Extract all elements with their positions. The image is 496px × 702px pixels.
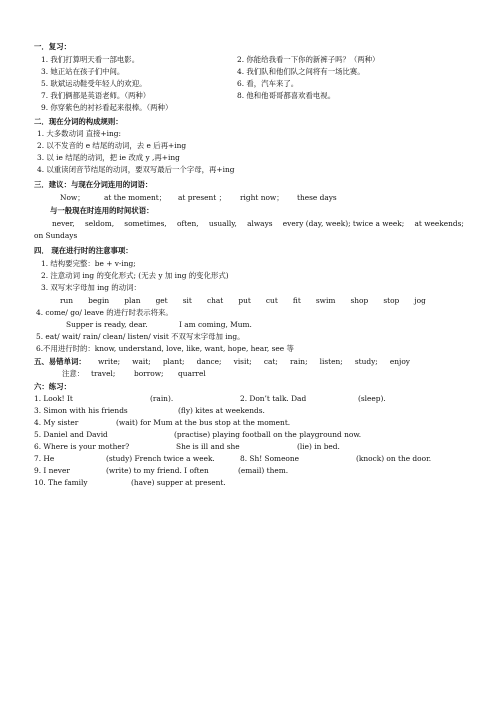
- mistake-note-label: 注意：: [62, 369, 85, 378]
- exercise-6-verb: (lie) in bed.: [297, 442, 340, 451]
- rule-1: 1. 大多数动词 直接+ing:: [37, 129, 122, 138]
- note-1: 1. 结构要完整：be + v-ing;: [41, 259, 136, 268]
- double-word: get: [155, 296, 168, 305]
- mistake-word: study;: [354, 357, 378, 366]
- time-word: never,: [52, 219, 75, 228]
- mistake-word: listen;: [319, 357, 343, 366]
- review-item-4: 4. 我们队和他们队之间将有一场比赛。: [237, 67, 365, 76]
- mistake-word: wait;: [132, 357, 151, 366]
- section-6-heading: 六：练习：: [34, 382, 71, 391]
- exercise-9-tail: (email) them.: [238, 466, 289, 475]
- note-2: 2. 注意动词 ing 的变化形式; (无去 y 加 ing 的变化形式): [41, 271, 229, 280]
- review-item-7: 7. 我们俩都是英语老师。（两种）: [41, 91, 151, 100]
- review-item-6: 6. 看，汽车来了。: [237, 79, 299, 88]
- double-word: jog: [414, 296, 426, 305]
- section-3-heading: 三．建议：与现在分词连用的词语：: [34, 180, 153, 189]
- example-sentence-2: I am coming, Mum.: [179, 320, 252, 329]
- exercise-8-verb: (knock) on the door.: [356, 454, 432, 463]
- exercise-7: 7. He: [34, 454, 55, 463]
- exercise-7-verb: (study) French twice a week.: [106, 454, 215, 463]
- double-word: plan: [124, 296, 141, 305]
- mistake-word: dance;: [196, 357, 222, 366]
- exercise-2-verb: (sleep).: [358, 394, 386, 403]
- mistake-word: borrow;: [134, 369, 164, 378]
- double-word: fit: [292, 296, 301, 305]
- time-word: every (day, week); twice a week;: [282, 219, 405, 228]
- exercise-1: 1. Look! It: [34, 394, 73, 403]
- rule-2: 2. 以不发音的 e 结尾的动词，去 e 后再+ing: [37, 141, 187, 150]
- time-word: often,: [176, 219, 199, 228]
- time-word: sometimes,: [124, 219, 167, 228]
- section-1-heading: 一．复习：: [34, 42, 71, 51]
- double-word: chat: [206, 296, 224, 305]
- review-item-1: 1. 我们打算明天看一部电影。: [41, 55, 140, 64]
- rule-4: 4. 以重读闭音节结尾的动词，要双写最后一个字母，再+ing: [37, 165, 235, 174]
- word-at-present: at present ；: [178, 193, 226, 202]
- exercise-2: 2. Don’t talk. Dad: [240, 394, 307, 403]
- exercise-6: 6. Where is your mother?: [34, 442, 130, 451]
- section-4-heading: 四． 现在进行时的注意事项：: [34, 246, 133, 255]
- word-now: Now；: [60, 193, 85, 202]
- double-word: begin: [88, 296, 110, 305]
- note-6: 6.不用进行时的：know, understand, love, like, want, hope, hear, see 等: [36, 344, 294, 353]
- word-at-the-moment: at the moment；: [104, 193, 167, 202]
- section-2-heading: 二．现在分词的构成规则：: [34, 117, 123, 126]
- mistake-word: quarrel: [178, 369, 206, 378]
- review-item-5: 5. 耿斌运动鞋受年轻人的欢迎。: [41, 79, 147, 88]
- review-item-3: 3. 她正站在孩子们中间。: [41, 67, 125, 76]
- double-word: swim: [315, 296, 336, 305]
- exercise-10-verb: (have) supper at present.: [131, 478, 226, 487]
- double-letter-words: [60, 296, 426, 306]
- double-word: cut: [265, 296, 278, 305]
- exercise-1-verb: (rain).: [150, 394, 174, 403]
- mistake-word: plant;: [162, 357, 185, 366]
- time-word: at weekends;: [414, 219, 464, 228]
- rule-3: 3. 以 ie 结尾的动词，把 ie 改成 y ,再+ing: [37, 153, 180, 162]
- exercise-3: 3. Simon with his friends: [34, 406, 128, 415]
- mistake-words-row: [98, 357, 410, 367]
- mistake-word: travel;: [91, 369, 116, 378]
- double-word: put: [238, 296, 251, 305]
- word-these-days: these days: [297, 193, 337, 202]
- note-4: 4. come/ go/ leave 的进行时表示将来。: [36, 308, 173, 317]
- section-3-subheading: 与一般现在时连用的时间状语：: [50, 206, 154, 215]
- word-right-now: right now；: [240, 193, 284, 202]
- note-3: 3. 双写末字母加 ing 的动词：: [41, 283, 141, 292]
- exercise-8: 8. Sh! Someone: [240, 454, 300, 463]
- example-sentence-1: Supper is ready, dear.: [66, 320, 148, 329]
- time-adverb-row: [52, 219, 464, 229]
- exercise-3-verb: (fly) kites at weekends.: [178, 406, 265, 415]
- time-word: always: [247, 219, 273, 228]
- exercise-4: 4. My sister: [34, 418, 79, 427]
- double-word: run: [60, 296, 74, 305]
- double-word: shop: [350, 296, 369, 305]
- review-item-8: 8. 他和他哥哥都喜欢看电视。: [237, 91, 336, 100]
- time-word-tail: on Sundays: [34, 231, 78, 240]
- mistake-word: enjoy: [389, 357, 410, 366]
- exercise-5-verb: (practise) playing football on the playground now.: [174, 430, 362, 439]
- mistake-word: visit;: [233, 357, 252, 366]
- time-word: usually,: [208, 219, 237, 228]
- note-5: 5. eat/ wait/ rain/ clean/ listen/ visit 不双写末字母加 ing。: [36, 332, 245, 341]
- mistake-word: write;: [98, 357, 121, 366]
- section-5-heading: 五、易错单词：: [34, 357, 86, 366]
- exercise-6-mid: She is ill and she: [176, 442, 240, 451]
- double-word: sit: [182, 296, 192, 305]
- double-word: stop: [383, 296, 400, 305]
- exercise-5: 5. Daniel and David: [34, 430, 108, 439]
- mistake-word: cat;: [263, 357, 278, 366]
- review-item-2: 2. 你能给我看一下你的新裤子吗？（两种）: [237, 55, 380, 64]
- exercise-4-verb: (wait) for Mum at the bus stop at the moment.: [116, 418, 291, 427]
- review-item-9: 9. 你穿紫色的衬衫看起来很棒。（两种）: [41, 103, 173, 112]
- exercise-9-verb: (write) to my friend. I often: [106, 466, 209, 475]
- exercise-10: 10. The family: [34, 478, 88, 487]
- mistake-word: rain;: [290, 357, 308, 366]
- exercise-9: 9. I never: [34, 466, 70, 475]
- time-word: seldom,: [84, 219, 115, 228]
